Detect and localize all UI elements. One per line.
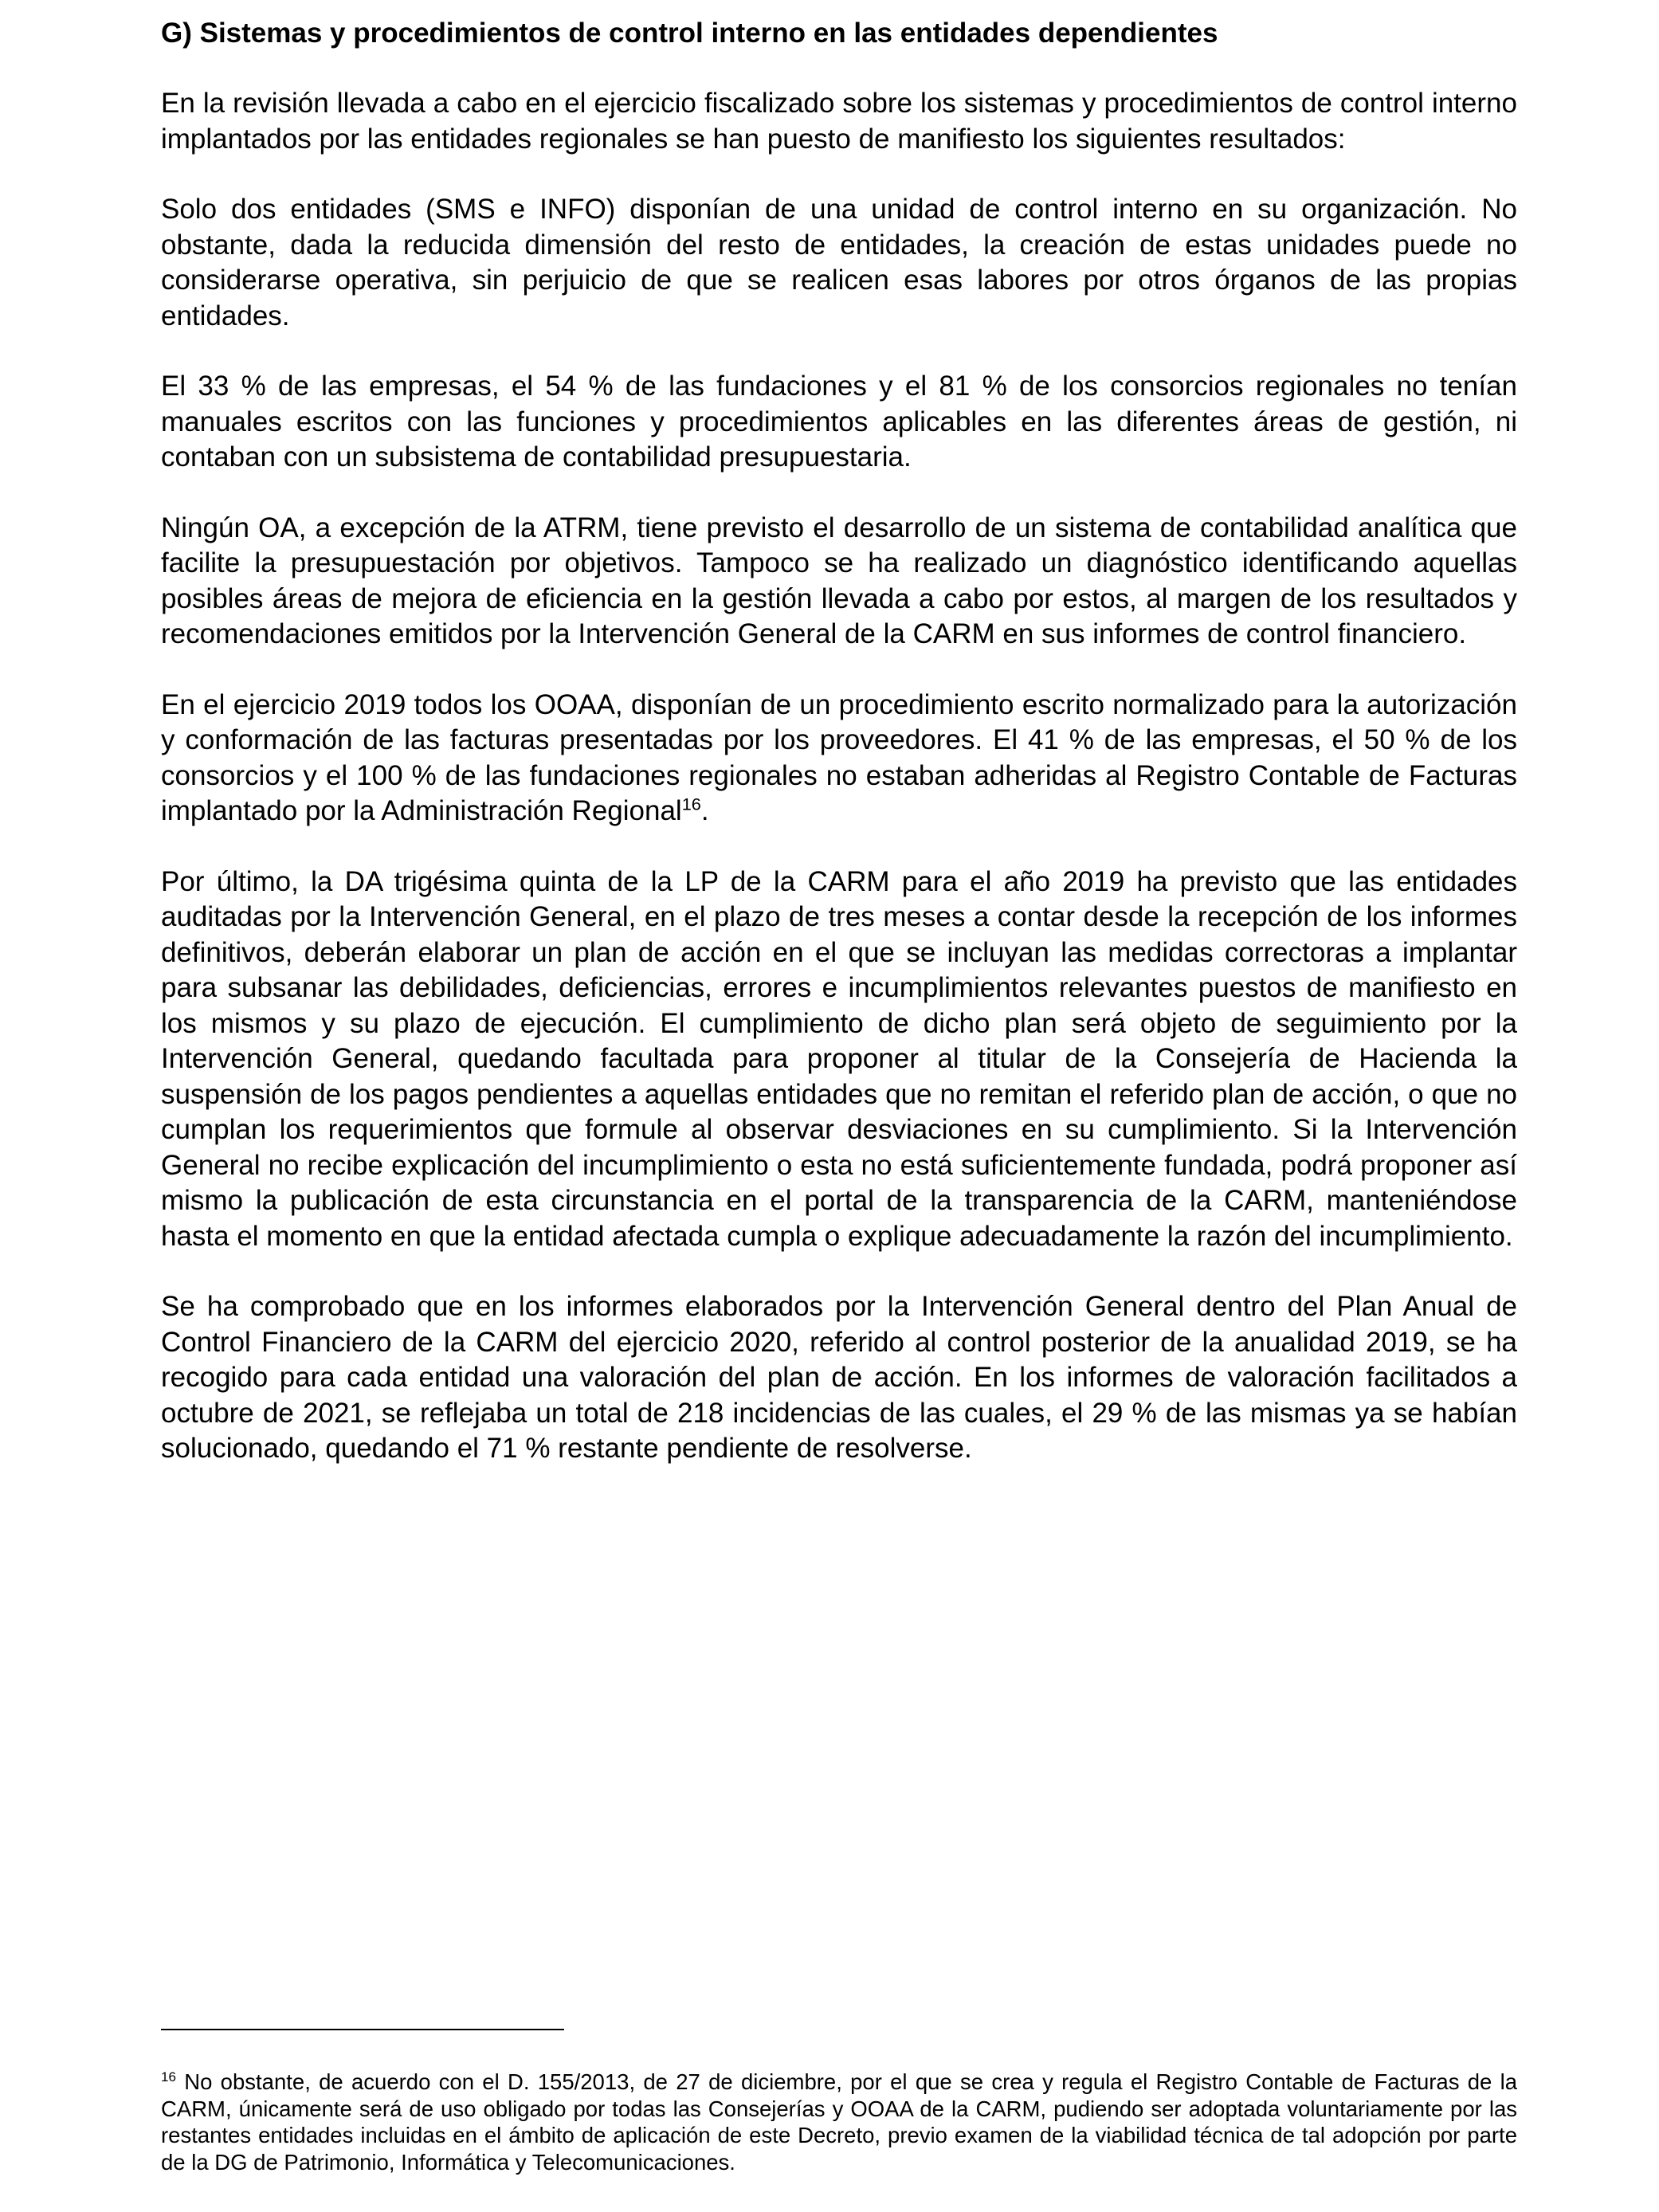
footnote	[161, 2069, 1517, 2175]
footnote-number: 16	[161, 2069, 176, 2085]
paragraph-invoices	[161, 688, 1517, 830]
paragraph-control-units: Solo dos entidades (SMS e INFO) disponían de una unidad de control interno en su organización. No obstante, dada la reducida dimensión del resto de entidades, la creación de estas unidades puede no considerarse operativa, sin perjuicio de que se realicen esas labores por otros órganos de las propias entidades.	[161, 194, 1517, 331]
section-heading: G) Sistemas y procedimientos de control interno en las entidades dependientes	[161, 18, 1218, 49]
paragraph-analytic-accounting: Ningún OA, a excepción de la ATRM, tiene previsto el desarrollo de un sistema de contabilidad analítica que facilite la presupuestación por objetivos. Tampoco se ha realizado un diagnóstico identificando aquellas posibles áreas de mejora de eficiencia en la gestión llevada a cabo por estos, al margen de los resultados y recomendaciones emitidos por la Intervención General de la CARM en sus informes de control financiero.	[161, 512, 1517, 649]
footnote-text: No obstante, de acuerdo con el D. 155/2013, de 27 de diciembre, por el que se crea y regula el Registro Contable de Facturas de la CARM, únicamente será de uso obligado por todas las Consejerías y OOAA de la CARM, pudiendo ser adoptada voluntariamente por las restantes entidades incluidas en el ámbito de aplicación de este Decreto, previo examen de la viabilidad técnica de tal adopción por parte de la DG de Patrimonio, Informática y Telecomunicaciones.	[161, 2069, 1518, 2175]
footnote-reference[interactable]: 16	[681, 794, 701, 814]
paragraph-incidents: Se ha comprobado que en los informes elaborados por la Intervención General dentro del Plan Anual de Control Financiero de la CARM del ejercicio 2020, referido al control posterior de la anualidad 2019, se ha recogido para cada entidad una valoración del plan de acción. En los informes de valoración facilitados a octubre de 2021, se reflejaba un total de 218 incidencias de las cuales, el 29 % de las mismas ya se habían solucionado, quedando el 71 % restante pendiente de resolverse.	[161, 1291, 1517, 1464]
document-body	[161, 16, 1517, 1502]
paragraph-action-plan: Por último, la DA trigésima quinta de la LP de la CARM para el año 2019 ha previsto que las entidades auditadas por la Intervención General, en el plazo de tres meses a contar desde la recepción de los informes definitivos, deberán elaborar un plan de acción en el que se incluyan las medidas correctoras a implantar para subsanar las debilidades, deficiencias, errores e incumplimientos relevantes puestos de manifiesto en los mismos y su plazo de ejecución. El cumplimiento de dicho plan será objeto de seguimiento por la Intervención General, quedando facultada para proponer al titular de la Consejería de Hacienda la suspensión de los pagos pendientes a aquellas entidades que no remitan el referido plan de acción, o que no cumplan los requerimientos que formule al observar desviaciones en su cumplimiento. Si la Intervención General no recibe explicación del incumplimiento o esta no está suficientemente fundada, podrá proponer así mismo la publicación de esta circunstancia en el portal de la transparencia de la CARM, manteniéndose hasta el momento en que la entidad afectada cumpla o explique adecuadamente la razón del incumplimiento.	[161, 865, 1517, 1252]
footnote-separator	[161, 2029, 564, 2030]
paragraph-manuals: El 33 % de las empresas, el 54 % de las fundaciones y el 81 % de los consorcios regionales no tenían manuales escritos con las funciones y procedimientos aplicables en las diferentes áreas de gestión, ni contaban con un subsistema de contabilidad presupuestaria.	[161, 371, 1517, 473]
paragraph-invoices-text: En el ejercicio 2019 todos los OOAA, disponían de un procedimiento escrito normalizado para la autorización y conformación de las facturas presentadas por los proveedores. El 41 % de las empresas, el 50 % de los consorcios y el 100 % de las fundaciones regionales no estaban adheridas al Registro Contable de Facturas implantado por la Administración Regional	[161, 688, 1517, 826]
paragraph-invoices-end: .	[700, 795, 709, 826]
paragraph-intro: En la revisión llevada a cabo en el ejercicio fiscalizado sobre los sistemas y procedimientos de control interno implantados por las entidades regionales se han puesto de manifiesto los siguientes resultados:	[161, 88, 1517, 155]
